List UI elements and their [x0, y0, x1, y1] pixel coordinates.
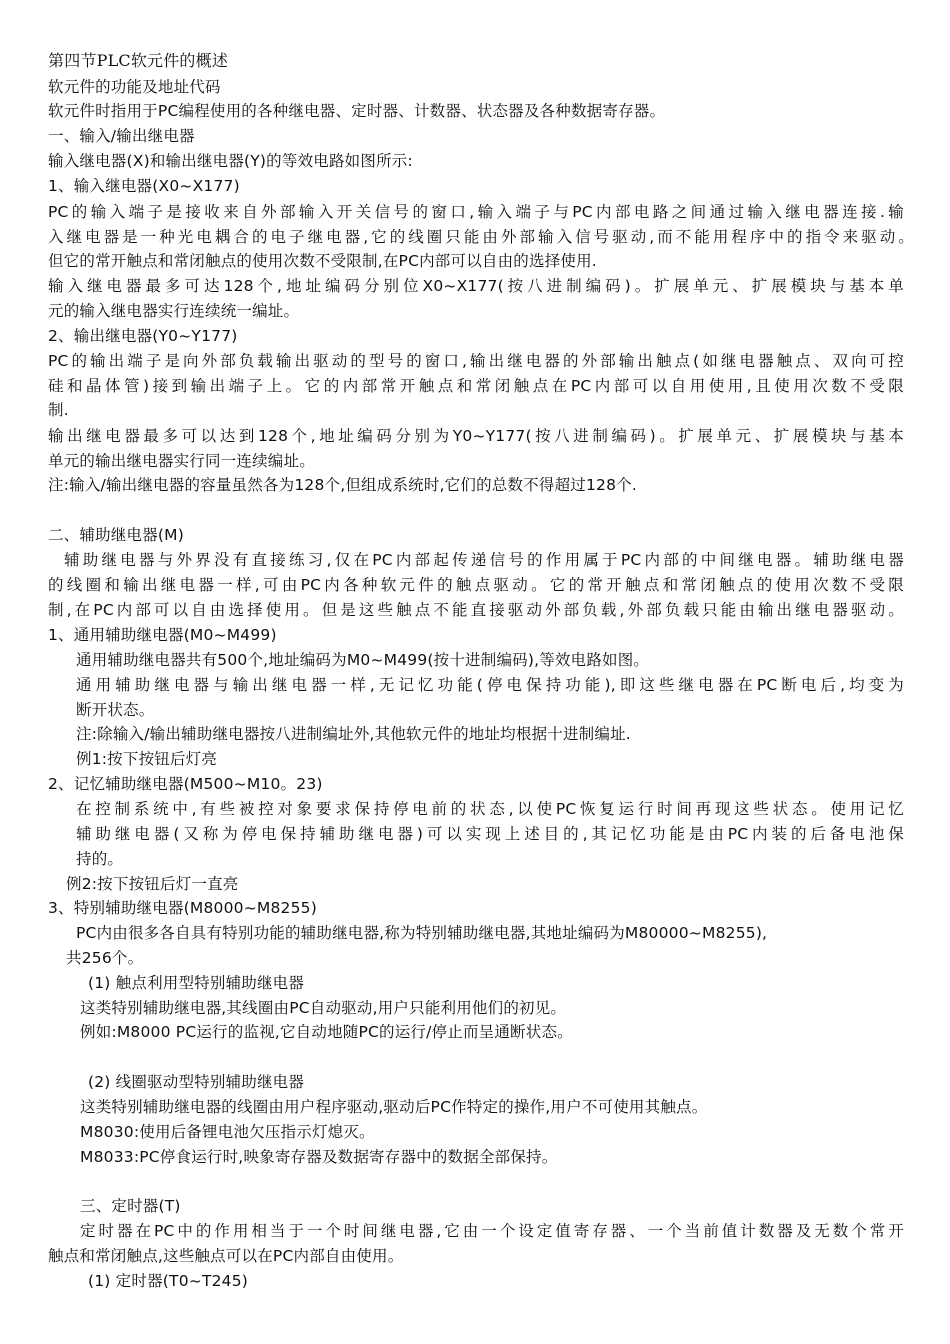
paragraph-line: 输入继电器(X)和输出继电器(Y)的等效电路如图所示: — [48, 152, 413, 170]
subsection-heading: 1、输入继电器(X0~X177) — [48, 177, 240, 195]
section-heading: 三、定时器(T) — [80, 1197, 181, 1215]
paragraph-line: 定时器在PC中的作用相当于一个时间继电器,它由一个设定值寄存器、一个当前值计数器及无数个常开 — [80, 1222, 904, 1240]
paragraph-line: 在控制系统中,有些被控对象要求保持停电前的状态,以使PC恢复运行时间再现这些状态。使用记忆 — [76, 800, 904, 818]
note-text: 注:输入/输出继电器的容量虽然各为128个,但组成系统时,它们的总数不得超过128个. — [48, 476, 637, 494]
paragraph-line: M8030:使用后备锂电池欠压指示灯熄灭。 — [80, 1123, 375, 1141]
note-text: 注:除输入/输出辅助继电器按八进制编址外,其他软元件的地址均根据十进制编址. — [76, 725, 631, 743]
section-heading: 二、辅助继电器(M) — [48, 526, 184, 544]
paragraph-line: 输入继电器最多可达128个,地址编码分别位X0~X177(按八进制编码)。扩展单元、扩展模块与基本单 — [48, 277, 904, 295]
paragraph-line: 触点和常闭触点,这些触点可以在PC内部自由使用。 — [48, 1247, 404, 1265]
subsection-heading: 1、通用辅助继电器(M0~M499) — [48, 626, 277, 644]
document-subtitle: 软元件的功能及地址代码 — [48, 78, 221, 96]
subsection-heading: 2、记忆辅助继电器(M500~M10。23) — [48, 775, 323, 793]
document-title: 第四节PLC软元件的概述 — [48, 51, 229, 70]
example-text: 例1:按下按钮后灯亮 — [76, 750, 218, 768]
paragraph-line: 这类特别辅助继电器,其线圈由PC自动驱动,用户只能利用他们的初见。 — [80, 999, 567, 1017]
paragraph-line: 但它的常开触点和常闭触点的使用次数不受限制,在PC内部可以自由的选择使用. — [48, 252, 597, 270]
item-heading: (2) 线圈驱动型特别辅助继电器 — [88, 1073, 305, 1091]
paragraph-line: 制. — [48, 401, 69, 419]
paragraph-line: 制,在PC内部可以自由选择使用。但是这些触点不能直接驱动外部负载,外部负载只能由输出继电器驱动。 — [48, 601, 904, 619]
paragraph-line: 元的输入继电器实行连续统一编址。 — [48, 302, 300, 320]
paragraph-line: 硅和晶体管)接到输出端子上。它的内部常开触点和常闭触点在PC内部可以自用使用,且使用次数不受限 — [48, 377, 904, 395]
item-heading: (1) 定时器(T0~T245) — [88, 1272, 249, 1290]
paragraph-line: 持的。 — [76, 850, 124, 868]
paragraph-line: PC的输出端子是向外部负载输出驱动的型号的窗口,输出继电器的外部输出触点(如继电器触点、双向可控 — [48, 352, 904, 370]
example-text: 例2:按下按钮后灯一直亮 — [66, 875, 239, 893]
paragraph-line: 通用辅助继电器与输出继电器一样,无记忆功能(停电保持功能),即这些继电器在PC断电后,均变为 — [76, 676, 904, 694]
paragraph-line: PC内由很多各自具有特别功能的辅助继电器,称为特别辅助继电器,其地址编码为M80000~M8255), — [76, 924, 768, 942]
paragraph-line: 入继电器是一种光电耦合的电子继电器,它的线圈只能由外部输入信号驱动,而不能用程序中的指令来驱动。 — [48, 228, 914, 246]
subsection-heading: 2、输出继电器(Y0~Y177) — [48, 327, 238, 345]
paragraph-line: 输出继电器最多可以达到128个,地址编码分别为Y0~Y177(按八进制编码)。扩展单元、扩展模块与基本 — [48, 427, 904, 445]
paragraph-line: M8033:PC停食运行时,映象寄存器及数据寄存器中的数据全部保持。 — [80, 1148, 558, 1166]
intro-text: 软元件时指用于PC编程使用的各种继电器、定时器、计数器、状态器及各种数据寄存器。 — [48, 102, 666, 120]
paragraph-line: 辅助继电器(又称为停电保持辅助继电器)可以实现上述目的,其记忆功能是由PC内装的后备电池保 — [76, 825, 904, 843]
paragraph-line: 断开状态。 — [76, 701, 155, 719]
paragraph-line: 例如:M8000 PC运行的监视,它自动地随PC的运行/停止而呈通断状态。 — [80, 1023, 573, 1041]
subsection-heading: 3、特别辅助继电器(M8000~M8255) — [48, 899, 317, 917]
paragraph-line: 通用辅助继电器共有500个,地址编码为M0~M499(按十进制编码),等效电路如图。 — [76, 651, 650, 669]
paragraph-line: 共256个。 — [66, 949, 144, 967]
item-heading: (1) 触点利用型特别辅助继电器 — [88, 974, 305, 992]
paragraph-line: 单元的输出继电器实行同一连续编址。 — [48, 452, 315, 470]
paragraph-line: 这类特别辅助继电器的线圈由用户程序驱动,驱动后PC作特定的操作,用户不可使用其触点。 — [80, 1098, 708, 1116]
paragraph-line: 辅助继电器与外界没有直接练习,仅在PC内部起传递信号的作用属于PC内部的中间继电器。辅助继电器 — [64, 551, 904, 569]
section-heading: 一、输入/输出继电器 — [48, 127, 195, 145]
paragraph-line: 的线圈和输出继电器一样,可由PC内各种软元件的触点驱动。它的常开触点和常闭触点的使用次数不受限 — [48, 576, 904, 594]
paragraph-line: PC的输入端子是接收来自外部输入开关信号的窗口,输入端子与PC内部电路之间通过输入继电器连接.输 — [48, 203, 904, 221]
